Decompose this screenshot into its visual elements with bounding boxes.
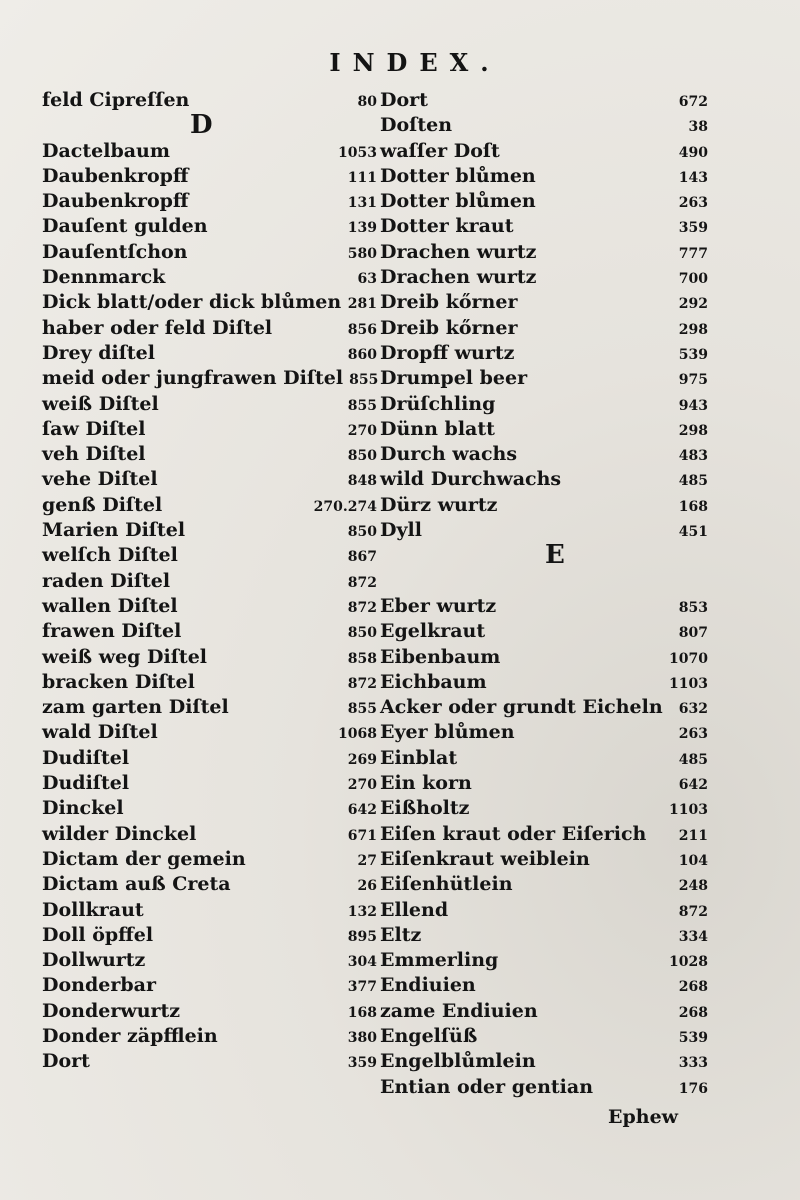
index-entry [380, 366, 708, 391]
index-entry [380, 518, 708, 543]
index-entry [380, 898, 708, 923]
entry-page-number: 485 [678, 473, 708, 490]
index-entry [42, 999, 377, 1024]
entry-term: meid oder jungfrawen Diſtel [42, 367, 344, 390]
entry-page-number: 943 [678, 397, 708, 414]
entry-page-number: 111 [347, 169, 377, 186]
entry-page-number: 27 [357, 852, 377, 869]
entry-term: Eißholtz [380, 797, 470, 820]
entry-page-number: 850 [347, 625, 377, 642]
index-entry [380, 240, 708, 265]
right-index-column [380, 88, 708, 1100]
entry-term: Dotter kraut [380, 215, 514, 238]
entry-page-number: 895 [347, 928, 377, 945]
entry-term: Dauſent gulden [42, 215, 208, 238]
entry-term: Dick blatt/oder dick blůmen [42, 291, 342, 314]
entry-term: Eibenbaum [380, 645, 501, 668]
index-entry [42, 189, 377, 214]
index-entry [380, 467, 708, 492]
index-entry [42, 316, 377, 341]
index-entry [42, 1024, 377, 1049]
entry-page-number: 855 [347, 397, 377, 414]
entry-page-number: 359 [347, 1055, 377, 1072]
index-entry [380, 796, 708, 821]
entry-page-number: 1103 [669, 675, 708, 692]
entry-term: feld Cipreſſen [42, 89, 190, 111]
entry-term: weiß Diſtel [42, 392, 159, 415]
entry-page-number: 850 [347, 448, 377, 465]
entry-term: Dollkraut [42, 898, 144, 921]
index-entry [42, 796, 377, 821]
entry-page-number: 268 [678, 1004, 708, 1021]
entry-page-number: 270.274 [313, 498, 377, 515]
index-entry [380, 872, 708, 897]
index-entry [380, 1049, 708, 1074]
entry-term: vehe Diſtel [42, 468, 158, 491]
index-entry [42, 467, 377, 492]
index-entry [380, 1075, 708, 1100]
entry-term: Eiſenhütlein [380, 873, 513, 896]
entry-term: Egelkraut [380, 620, 486, 643]
entry-page-number: 298 [678, 422, 708, 439]
index-entry [42, 822, 377, 847]
entry-page-number: 333 [678, 1055, 708, 1072]
index-entry [380, 164, 708, 189]
entry-term: Ellend [380, 898, 449, 921]
entry-term: Drumpel beer [380, 367, 528, 390]
entry-term: Dennmarck [42, 266, 166, 289]
entry-term: Dürz wurtz [380, 493, 498, 516]
entry-page-number: 132 [347, 903, 377, 920]
entry-page-number: 248 [678, 878, 708, 895]
entry-term: Ein korn [380, 772, 472, 795]
entry-term: Einblat [380, 746, 458, 769]
index-entry [380, 923, 708, 948]
entry-term: Dotter blůmen [380, 190, 536, 213]
entry-page-number: 539 [678, 346, 708, 363]
index-entry [42, 139, 377, 164]
entry-term: wilder Dinckel [42, 822, 197, 845]
index-entry [380, 746, 708, 771]
entry-page-number: 856 [347, 321, 377, 338]
entry-page-number: 848 [347, 473, 377, 490]
index-entry [380, 88, 708, 113]
entry-term: Doſten [380, 114, 453, 137]
index-entry [380, 948, 708, 973]
index-entry [380, 695, 708, 720]
entry-page-number: 1068 [338, 726, 377, 743]
entry-page-number: 281 [347, 296, 377, 313]
entry-page-number: 867 [347, 549, 377, 566]
index-entry [380, 822, 708, 847]
index-entry [380, 619, 708, 644]
entry-term: Dauſentſchon [42, 240, 188, 263]
index-entry [380, 670, 708, 695]
entry-page-number: 131 [347, 195, 377, 212]
entry-term: Donder zäpfflein [42, 1024, 218, 1047]
entry-term: Drey diſtel [42, 341, 155, 364]
entry-term: Donderbar [42, 974, 156, 997]
entry-term: Endiuien [380, 974, 476, 997]
entry-page-number: 80 [357, 94, 377, 110]
entry-page-number: 298 [678, 321, 708, 338]
entry-term: haber oder feld Diſtel [42, 316, 273, 339]
index-entry [380, 442, 708, 467]
entry-term: wald Diſtel [42, 721, 158, 744]
entry-term: Dotter blůmen [380, 164, 536, 187]
entry-term: Drüſchling [380, 392, 496, 415]
entry-term: zame Endiuien [380, 999, 538, 1022]
entry-page-number: 1103 [669, 802, 708, 819]
entry-term: Acker oder grundt Eicheln [380, 696, 663, 719]
entry-term: raden Diſtel [42, 569, 171, 592]
index-entry [42, 240, 377, 265]
entry-term: Drachen wurtz [380, 240, 537, 263]
entry-term: Drachen wurtz [380, 266, 537, 289]
index-entry [42, 214, 377, 239]
entry-term: Dreib kőrner [380, 316, 518, 339]
entry-page-number: 304 [347, 954, 377, 971]
index-entry [42, 290, 377, 315]
entry-page-number: 176 [678, 1080, 708, 1097]
entry-page-number: 672 [678, 94, 708, 110]
entry-page-number: 292 [678, 296, 708, 313]
entry-page-number: 485 [678, 751, 708, 768]
index-entry [380, 1024, 708, 1049]
entry-page-number: 483 [678, 448, 708, 465]
index-entry [42, 847, 377, 872]
entry-page-number: 858 [347, 650, 377, 667]
entry-page-number: 104 [678, 852, 708, 869]
entry-page-number: 168 [347, 1004, 377, 1021]
index-entry [42, 392, 377, 417]
index-entry [380, 265, 708, 290]
index-entry [380, 645, 708, 670]
entry-page-number: 855 [349, 372, 379, 389]
entry-term: Entian oder gentian [380, 1075, 594, 1098]
index-entry [42, 973, 377, 998]
entry-term: welſch Diſtel [42, 544, 178, 567]
index-entry [380, 493, 708, 518]
entry-page-number: 168 [678, 498, 708, 515]
entry-term: waſſer Doſt [380, 139, 500, 162]
entry-term: Durch wachs [380, 443, 518, 466]
index-entry [380, 316, 708, 341]
entry-page-number: 1070 [669, 650, 708, 667]
entry-page-number: 263 [678, 726, 708, 743]
entry-term: Marien Diſtel [42, 519, 186, 542]
entry-page-number: 451 [678, 524, 708, 541]
entry-term: Dactelbaum [42, 139, 170, 162]
entry-term: Dollwurtz [42, 949, 146, 972]
entry-term: Engelſüß [380, 1024, 478, 1047]
index-entry [42, 164, 377, 189]
entry-page-number: 269 [347, 751, 377, 768]
entry-term: Eichbaum [380, 670, 487, 693]
entry-page-number: 63 [357, 271, 377, 288]
entry-term: wild Durchwachs [380, 468, 562, 491]
index-entry [42, 366, 377, 391]
entry-term: Dictam der gemein [42, 847, 246, 870]
entry-term: Dudiſtel [42, 746, 130, 769]
entry-term: Dreib kőrner [380, 291, 518, 314]
index-entry [380, 720, 708, 745]
index-entry [42, 645, 377, 670]
index-entry [42, 493, 377, 518]
index-entry [42, 569, 377, 594]
index-entry [42, 948, 377, 973]
entry-term: Donderwurtz [42, 999, 181, 1022]
entry-page-number: 263 [678, 195, 708, 212]
entry-page-number: 380 [347, 1029, 377, 1046]
entry-page-number: 359 [678, 220, 708, 237]
catchword: Ephew [608, 1106, 679, 1128]
section-letter: D [190, 110, 213, 141]
entry-term: zam garten Diſtel [42, 696, 229, 719]
index-entry [42, 923, 377, 948]
index-entry [42, 442, 377, 467]
index-entry [42, 771, 377, 796]
index-entry [42, 265, 377, 290]
entry-page-number: 270 [347, 777, 377, 794]
entry-page-number: 642 [678, 777, 708, 794]
index-entry [380, 113, 708, 138]
entry-page-number: 211 [678, 827, 708, 844]
entry-page-number: 580 [347, 245, 377, 262]
entry-term: Emmerling [380, 949, 499, 972]
entry-page-number: 377 [347, 979, 377, 996]
entry-term: Eber wurtz [380, 594, 497, 617]
index-entry [380, 139, 708, 164]
entry-term: Dort [380, 89, 428, 111]
entry-page-number: 872 [347, 675, 377, 692]
entry-page-number: 139 [347, 220, 377, 237]
index-entry [42, 1049, 377, 1074]
index-entry [380, 973, 708, 998]
index-entry [380, 417, 708, 442]
entry-term: Dyll [380, 519, 422, 542]
entry-page-number: 1053 [338, 144, 377, 161]
entry-term: genß Diſtel [42, 493, 163, 516]
page-title: INDEX. [329, 48, 501, 77]
entry-page-number: 268 [678, 979, 708, 996]
entry-page-number: 143 [678, 169, 708, 186]
index-entry [380, 847, 708, 872]
entry-page-number: 334 [678, 928, 708, 945]
entry-page-number: 490 [678, 144, 708, 161]
index-entry [42, 619, 377, 644]
entry-page-number: 26 [357, 878, 377, 895]
index-entry [380, 341, 708, 366]
entry-term: veh Diſtel [42, 443, 146, 466]
entry-page-number: 855 [347, 701, 377, 718]
index-entry [380, 214, 708, 239]
entry-term: Dictam auß Creta [42, 873, 231, 896]
index-entry [42, 518, 377, 543]
entry-page-number: 872 [347, 599, 377, 616]
entry-term: weiß weg Diſtel [42, 645, 208, 668]
entry-page-number: 850 [347, 524, 377, 541]
index-entry [42, 341, 377, 366]
entry-page-number: 642 [347, 802, 377, 819]
entry-term: ſaw Diſtel [42, 417, 146, 440]
index-entry [42, 543, 377, 568]
entry-term: Dinckel [42, 797, 124, 820]
index-entry [42, 417, 377, 442]
index-entry [42, 746, 377, 771]
entry-page-number: 632 [678, 701, 708, 718]
entry-page-number: 860 [347, 346, 377, 363]
entry-page-number: 807 [678, 625, 708, 642]
entry-term: bracken Diſtel [42, 670, 195, 693]
entry-term: Dropff wurtz [380, 341, 515, 364]
entry-term: Eyer blůmen [380, 721, 515, 744]
entry-page-number: 872 [347, 574, 377, 591]
entry-page-number: 671 [347, 827, 377, 844]
index-entry [380, 189, 708, 214]
entry-page-number: 872 [678, 903, 708, 920]
section-letter: E [545, 540, 565, 571]
entry-term: wallen Diſtel [42, 594, 178, 617]
entry-page-number: 270 [347, 422, 377, 439]
entry-term: Eiſen kraut oder Eiſerich [380, 822, 647, 845]
entry-term: Doll öpffel [42, 923, 154, 946]
index-entry [42, 670, 377, 695]
entry-page-number: 777 [678, 245, 708, 262]
entry-page-number: 700 [678, 271, 708, 288]
index-entry [380, 771, 708, 796]
index-entry [42, 594, 377, 619]
entry-term: Eiſenkraut weiblein [380, 847, 590, 870]
entry-term: Eltz [380, 923, 422, 946]
entry-page-number: 853 [678, 599, 708, 616]
entry-term: Engelblůmlein [380, 1050, 536, 1073]
index-entry [42, 898, 377, 923]
entry-page-number: 975 [678, 372, 708, 389]
index-entry [42, 695, 377, 720]
index-entry [42, 720, 377, 745]
entry-page-number: 539 [678, 1029, 708, 1046]
index-entry [42, 872, 377, 897]
entry-term: Dudiſtel [42, 772, 130, 795]
left-index-column [42, 88, 377, 1075]
entry-term: Daubenkropff [42, 164, 189, 187]
index-entry [380, 392, 708, 417]
entry-term: Dünn blatt [380, 417, 495, 440]
index-entry [380, 290, 708, 315]
index-entry [380, 594, 708, 619]
spacer [380, 569, 708, 594]
entry-term: frawen Diſtel [42, 620, 182, 643]
entry-page-number: 38 [688, 119, 708, 136]
entry-page-number: 1028 [669, 954, 708, 971]
index-entry [380, 999, 708, 1024]
entry-term: Daubenkropff [42, 190, 189, 213]
entry-term: Dort [42, 1050, 90, 1073]
